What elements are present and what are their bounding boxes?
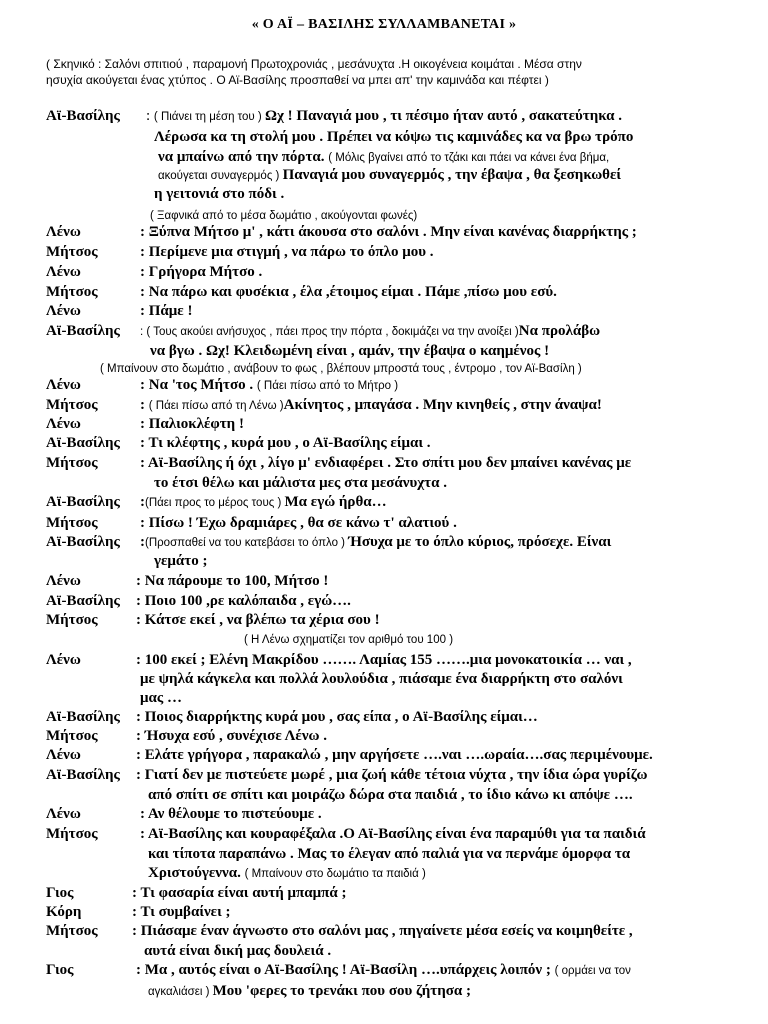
speaker-name: Μήτσος — [46, 612, 98, 628]
spoken-text: Λέρωσα κα τη στολή μου . Πρέπει να κόψω τις καμινάδες κα να βρω τρόπο — [154, 129, 634, 145]
stage-direction-intro-line: ησυχία ακούγεται ένας χτύπος . Ο Αϊ-Βασίλης προσπαθεί να μπει απ' την καμινάδα και πέφτει ) — [46, 73, 549, 87]
continuation-line — [154, 128, 633, 147]
stage-direction-text: ( Πάει πίσω από τη Λένω ) — [148, 400, 284, 412]
spoken-text: : Πιάσαμε έναν άγνωστο στο σαλόνι μας , πηγαίνετε μέσα εσείς να κοιμηθείτε , — [132, 923, 633, 939]
stage-direction-text: ακούγεται συναγερμός ) — [158, 170, 283, 182]
speaker-name: Μήτσος — [46, 244, 98, 260]
speaker-name: Λένω — [46, 747, 81, 763]
spoken-text: : Να 'τος Μήτσο . — [140, 377, 257, 393]
spoken-text: : Τι συμβαίνει ; — [132, 904, 231, 920]
spoken-text: Μα εγώ ήρθα… — [284, 494, 387, 510]
speaker-name: Λένω — [46, 224, 81, 240]
play-title: « Ο ΑΪ – ΒΑΣΙΛΗΣ ΣΥΛΛΑΜΒΑΝΕΤΑΙ » — [251, 17, 517, 32]
dialogue-line — [136, 651, 632, 670]
spoken-text: από σπίτι σε σπίτι και μοιράζω δώρα στα παιδιά , το ίδιο κάνω κι απόψε …. — [148, 787, 633, 803]
dialogue-line — [132, 884, 346, 903]
continuation-line — [154, 185, 284, 204]
continuation-line — [140, 670, 623, 689]
continuation-line — [148, 864, 426, 884]
stage-direction-text: ( Πιάνει τη μέση του ) — [153, 111, 265, 123]
speaker-name: Κόρη — [46, 904, 82, 920]
dialogue-line — [140, 493, 387, 513]
dialogue-line — [136, 746, 653, 765]
speaker-name: Μήτσος — [46, 728, 98, 744]
dialogue-line — [132, 903, 231, 922]
dialogue-line — [140, 454, 631, 473]
dialogue-line — [136, 708, 538, 727]
speaker-name: Λένω — [46, 303, 81, 319]
dialogue-line — [140, 223, 637, 242]
spoken-text: : 100 εκεί ; Ελένη Μακρίδου ……. Λαμίας 155 …….μια μονοκατοικία … ναι , — [136, 652, 632, 668]
dialogue-line — [140, 283, 557, 302]
stage-direction-text: ( Η Λένω σχηματίζει τον αριθμό του 100 ) — [244, 634, 454, 646]
dialogue-line — [136, 961, 631, 981]
spoken-text: αυτά είναι δική μας δουλειά . — [144, 943, 332, 959]
spoken-text: : — [140, 397, 149, 413]
spoken-text: : Αϊ-Βασίλης ή όχι , λίγο μ' ενδιαφέρει . Στο σπίτι μου δεν μπαίνει κανένας με — [140, 455, 632, 471]
continuation-line — [148, 982, 471, 1002]
dialogue-line — [140, 376, 398, 396]
speaker-name: Αϊ-Βασίλης — [46, 534, 120, 550]
spoken-text: : Πίσω ! Έχω δραμιάρες , θα σε κάνω τ' αλατιού . — [140, 515, 457, 531]
continuation-line — [144, 942, 331, 961]
continuation-line — [154, 552, 207, 571]
spoken-text: : Να πάρουμε το 100, Μήτσο ! — [136, 573, 329, 589]
dialogue-line — [136, 611, 380, 630]
spoken-text: : Γρήγορα Μήτσο . — [140, 264, 263, 280]
speaker-name: Λένω — [46, 264, 81, 280]
spoken-text: η γειτονιά στο πόδι . — [154, 186, 285, 202]
dialogue-line — [140, 243, 434, 262]
dialogue-line — [140, 396, 602, 416]
spoken-text: να μπαίνω από την πόρτα. — [158, 149, 329, 165]
spoken-text: : Τι κλέφτης , κυρά μου , ο Αϊ-Βασίλης είμαι . — [140, 435, 431, 451]
dialogue-line — [140, 263, 262, 282]
speaker-name: Αϊ-Βασίλης — [46, 767, 120, 783]
continuation-line — [154, 474, 447, 493]
dialogue-line — [136, 572, 328, 591]
spoken-text: : — [140, 494, 145, 510]
spoken-text: : Ελάτε γρήγορα , παρακαλώ , μην αργήσετε ….ναι ….ωραία….σας περιμένουμε. — [136, 747, 653, 763]
spoken-text: : Περίμενε μια στιγμή , να πάρω το όπλο μου . — [140, 244, 434, 260]
stage-direction-text: ( Μπαίνουν στο δωμάτιο τα παιδιά ) — [244, 868, 426, 880]
spoken-text: μας … — [140, 690, 182, 706]
continuation-line — [148, 786, 633, 805]
dialogue-line — [140, 322, 600, 342]
dialogue-line — [146, 107, 622, 127]
spoken-text: : Πάμε ! — [140, 303, 193, 319]
speaker-name: Αϊ-Βασίλης — [46, 108, 120, 124]
dialogue-line — [140, 514, 457, 533]
spoken-text: : Αν θέλουμε το πιστεύουμε . — [140, 806, 322, 822]
dialogue-line — [140, 415, 244, 434]
stage-direction-text: (Προσπαθεί να του κατεβάσει το όπλο ) — [145, 537, 349, 549]
speaker-name: Μήτσος — [46, 515, 98, 531]
speaker-name: Μήτσος — [46, 284, 98, 300]
dialogue-line — [140, 434, 431, 453]
spoken-text: Να προλάβω — [518, 323, 601, 339]
spoken-text: Ήσυχα με το όπλο κύριος, πρόσεχε. Είναι — [348, 534, 612, 550]
stage-direction-text: ( Μπαίνουν στο δωμάτιο , ανάβουν το φως , βλέπουν μπροστά τους , έντρομο , τον Αϊ-Βασίλη ) — [100, 363, 582, 375]
spoken-text: με ψηλά κάγκελα και πολλά λουλούδια , πιάσαμε ένα διαρρήκτη στο σαλόνι — [140, 671, 623, 687]
continuation-line — [158, 166, 621, 186]
speaker-name: Αϊ-Βασίλης — [46, 435, 120, 451]
dialogue-line — [132, 922, 633, 941]
stage-direction-text: : ( Τους ακούει ανήσυχος , πάει προς την πόρτα , δοκιμάζει να την ανοίξει ) — [140, 326, 519, 338]
speaker-name: Λένω — [46, 652, 81, 668]
stage-direction-intro-line: ( Σκηνικό : Σαλόνι σπιτιού , παραμονή Πρωτοχρονιάς , μεσάνυχτα .Η οικογένεια κοιμάται . Μέσα στην — [46, 57, 582, 71]
speaker-name: Αϊ-Βασίλης — [46, 709, 120, 725]
spoken-text: : Ποιος διαρρήκτης κυρά μου , σας είπα , ο Αϊ-Βασίλης είμαι… — [136, 709, 538, 725]
speaker-name: Μήτσος — [46, 923, 98, 939]
speaker-name: Λένω — [46, 806, 81, 822]
spoken-text: : Παλιοκλέφτη ! — [140, 416, 244, 432]
speaker-name: Λένω — [46, 377, 81, 393]
spoken-text: : Μα , αυτός είναι ο Αϊ-Βασίλης ! Αϊ-Βασίλη ….υπάρχεις λοιπόν ; — [136, 962, 555, 978]
speaker-name: Γιος — [46, 885, 74, 901]
spoken-text: Ωχ ! Παναγιά μου , τι πέσιμο ήταν αυτό , σακατεύτηκα . — [264, 108, 623, 124]
stage-direction-text: αγκαλιάσει ) — [148, 986, 213, 998]
spoken-text: : Τι φασαρία είναι αυτή μπαμπά ; — [132, 885, 347, 901]
dialogue-line — [140, 825, 646, 844]
dialogue-line — [136, 727, 327, 746]
dialogue-line — [140, 805, 322, 824]
dialogue-line — [136, 766, 647, 785]
dialogue-line — [136, 592, 351, 611]
spoken-text: Μου 'φερες το τρενάκι που σου ζήτησα ; — [212, 983, 472, 999]
continuation-line — [158, 148, 609, 168]
continuation-line — [140, 689, 182, 708]
stage-direction-text: ( ορμάει να τον — [554, 965, 631, 977]
stage-direction-text: ( Ξαφνικά από το μέσα δωμάτιο , ακούγονται φωνές) — [150, 210, 418, 222]
speaker-name: Μήτσος — [46, 455, 98, 471]
spoken-text: Χριστούγεννα. — [148, 865, 245, 881]
stage-direction-text: ( Πάει πίσω από το Μήτρο ) — [256, 380, 399, 392]
dialogue-line — [140, 533, 611, 553]
spoken-text: : — [140, 534, 145, 550]
spoken-text: : Ξύπνα Μήτσο μ' , κάτι άκουσα στο σαλόνι . Μην είναι κανένας διαρρήκτης ; — [140, 224, 637, 240]
spoken-text: να βγω . Ωχ! Κλειδωμένη είναι , αμάν, την έβαψα ο καημένος ! — [150, 343, 550, 359]
spoken-text: : Γιατί δεν με πιστεύετε μωρέ , μια ζωή κάθε τέτοια νύχτα , την ίδια ώρα γυρίζω — [136, 767, 648, 783]
stage-direction-text: ( Μόλις βγαίνει από το τζάκι και πάει να κάνει ένα βήμα, — [328, 152, 610, 164]
spoken-text: : Να πάρω και φυσέκια , έλα ,έτοιμος είμαι . Πάμε ,πίσω μου εσύ. — [140, 284, 557, 300]
spoken-text: το έτσι θέλω και μάλιστα μες στα μεσάνυχτα . — [154, 475, 447, 491]
spoken-text: : — [146, 108, 154, 124]
spoken-text: : Ήσυχα εσύ , συνέχισε Λένω . — [136, 728, 328, 744]
speaker-name: Μήτσος — [46, 397, 98, 413]
speaker-name: Μήτσος — [46, 826, 98, 842]
stage-direction-text: (Πάει προς το μέρος τους ) — [145, 497, 285, 509]
dialogue-line — [140, 302, 192, 321]
speaker-name: Λένω — [46, 573, 81, 589]
spoken-text: : Αϊ-Βασίλης και κουραφέξαλα .Ο Αϊ-Βασίλης είναι ένα παραμύθι για τα παιδιά — [140, 826, 646, 842]
spoken-text: Παναγιά μου συναγερμός , την έβαψα , θα ξεσηκωθεί — [282, 167, 622, 183]
speaker-name: Γιος — [46, 962, 74, 978]
spoken-text: και τίποτα παραπάνω . Μας το έλεγαν από παλιά για να περνάμε όμορφα τα — [148, 846, 631, 862]
spoken-text: : Ποιο 100 ,ρε καλόπαιδα , εγώ…. — [136, 593, 351, 609]
speaker-name: Λένω — [46, 416, 81, 432]
speaker-name: Αϊ-Βασίλης — [46, 494, 120, 510]
spoken-text: Ακίνητος , μπαγάσα . Μην κινηθείς , στην άναψα! — [283, 397, 602, 413]
spoken-text: γεμάτο ; — [154, 553, 208, 569]
speaker-name: Αϊ-Βασίλης — [46, 593, 120, 609]
speaker-name: Αϊ-Βασίλης — [46, 323, 120, 339]
continuation-line — [244, 630, 453, 650]
spoken-text: : Κάτσε εκεί , να βλέπω τα χέρια σου ! — [136, 612, 380, 628]
continuation-line — [148, 845, 630, 864]
